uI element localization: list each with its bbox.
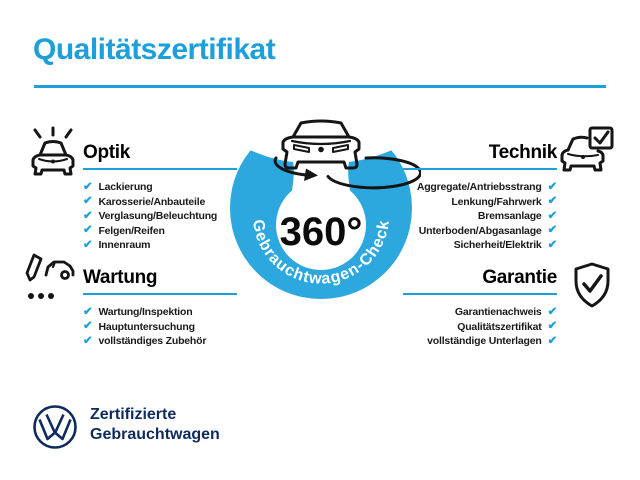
ring-label: Gebrauchtwagen-Check [248, 218, 393, 288]
car-checkbox-icon [560, 126, 614, 178]
item-label: Sicherheit/Elektrik [453, 239, 542, 252]
section-wartung-title: Wartung [83, 267, 158, 288]
checklist-car-icon [23, 252, 77, 304]
check-icon: ✔ [547, 224, 557, 236]
check-icon: ✔ [83, 305, 93, 318]
list-item [83, 180, 237, 195]
section-optik [83, 142, 237, 253]
page-title: Qualitätszertifikat [33, 33, 276, 66]
item-label: vollständiges Zubehör [98, 335, 207, 348]
item-label: vollständige Unterlagen [427, 335, 542, 348]
item-label: Garantienachweis [454, 306, 542, 319]
section-garantie [403, 267, 557, 349]
item-label: Wartung/Inspektion [98, 306, 193, 319]
list-item [403, 209, 557, 224]
check-icon: ✔ [547, 305, 557, 318]
footer-brand-line2: Gebrauchtwagen [90, 426, 220, 443]
degree-label: 360° [279, 210, 363, 254]
check-icon: ✔ [547, 334, 557, 347]
section-technik-title: Technik [488, 142, 557, 163]
check-icon: ✔ [83, 209, 93, 222]
list-item [403, 195, 557, 210]
item-label: Innenraum [98, 239, 151, 252]
list-item [403, 224, 557, 239]
section-garantie-list [403, 305, 557, 349]
center-360-graphic [221, 108, 421, 308]
check-icon: ✔ [83, 334, 93, 347]
footer-brand-text [90, 405, 220, 445]
list-item [403, 334, 557, 349]
list-item [403, 320, 557, 335]
section-wartung [83, 267, 237, 349]
check-icon: ✔ [547, 209, 557, 222]
vw-logo [32, 404, 78, 450]
item-label: Aggregate/Antriebsstrang [416, 181, 542, 194]
item-label: Unterboden/Abgasanlage [418, 224, 542, 237]
check-icon: ✔ [547, 238, 557, 251]
section-optik-title: Optik [83, 142, 131, 163]
section-technik-underline [403, 168, 557, 170]
section-wartung-list [83, 305, 237, 349]
item-label: Bremsanlage [477, 210, 542, 223]
title-divider [34, 85, 606, 88]
item-label: Karosserie/Anbauteile [98, 195, 206, 208]
check-icon: ✔ [83, 180, 93, 193]
list-item [83, 238, 237, 253]
item-label: Lackierung [98, 181, 153, 194]
list-item [403, 238, 557, 253]
check-icon: ✔ [547, 195, 557, 207]
check-icon: ✔ [83, 195, 93, 207]
section-technik-list [403, 180, 557, 253]
check-icon: ✔ [547, 180, 557, 193]
check-icon: ✔ [547, 320, 557, 332]
check-icon: ✔ [83, 320, 93, 332]
shield-check-icon [572, 262, 612, 308]
item-label: Qualitätszertifikat [457, 320, 542, 333]
list-item [83, 195, 237, 210]
item-label: Lenkung/Fahrwerk [451, 195, 542, 208]
section-garantie-title: Garantie [482, 267, 557, 288]
list-item [83, 305, 237, 320]
list-item [403, 305, 557, 320]
item-label: Verglasung/Beleuchtung [98, 210, 218, 223]
section-technik [403, 142, 557, 253]
list-item [403, 180, 557, 195]
footer-brand-line1: Zertifizierte [90, 406, 177, 423]
section-optik-underline [83, 168, 237, 170]
check-icon: ✔ [83, 224, 93, 236]
item-label: Felgen/Reifen [98, 224, 165, 237]
section-wartung-underline [83, 293, 237, 295]
section-garantie-underline [403, 293, 557, 295]
check-icon: ✔ [83, 238, 93, 251]
shiny-car-icon [27, 126, 79, 178]
item-label: Hauptuntersuchung [98, 320, 195, 333]
list-item [83, 224, 237, 239]
list-item [83, 334, 237, 349]
list-item [83, 320, 237, 335]
list-item [83, 209, 237, 224]
section-optik-list [83, 180, 237, 253]
